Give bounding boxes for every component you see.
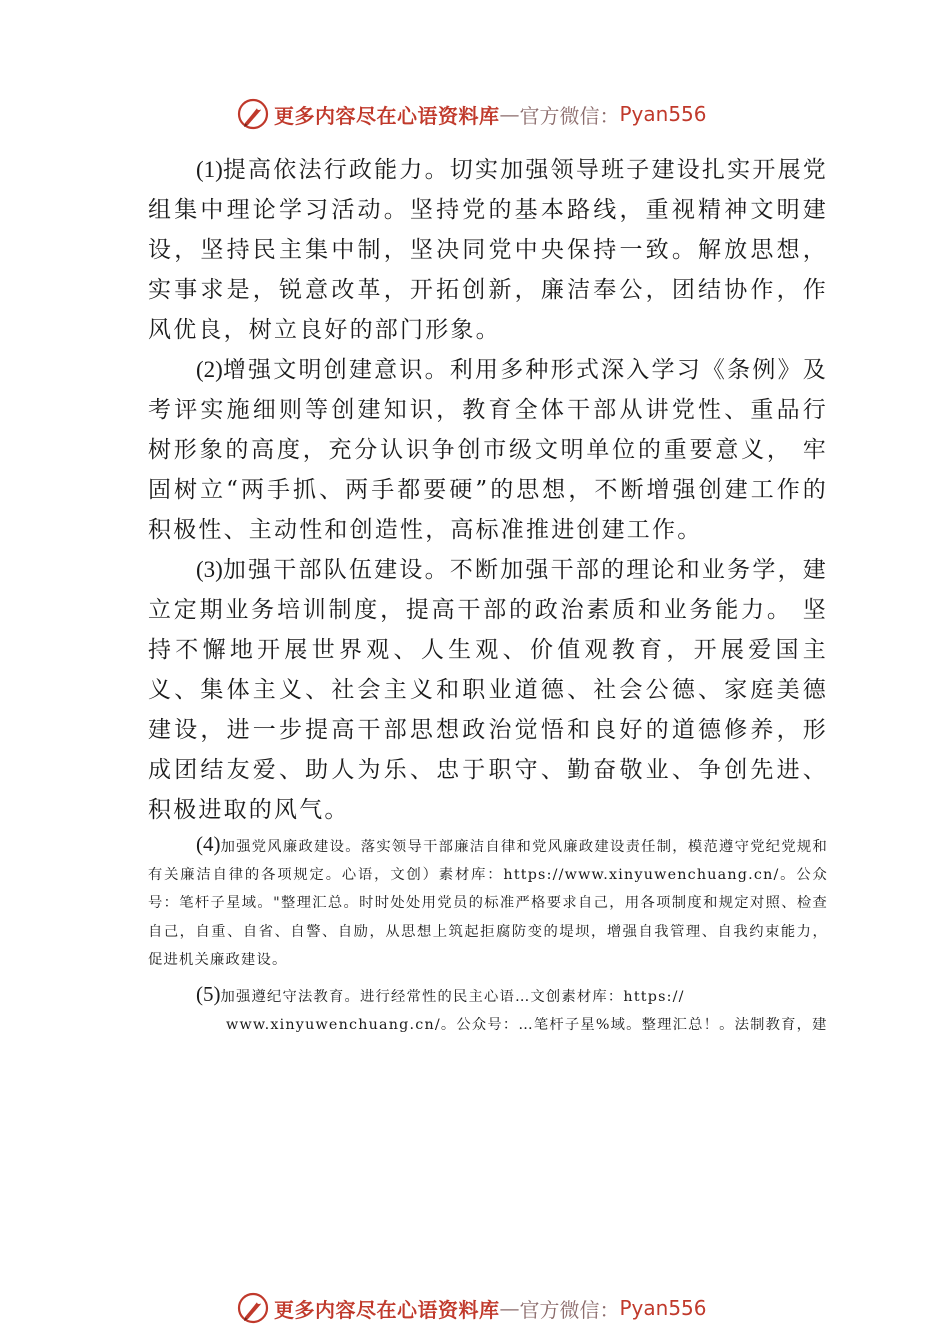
banner-wechat-id: Pyan556	[619, 1296, 707, 1320]
banner-dash: —	[499, 102, 520, 126]
banner-title: 更多内容尽在心语资料库	[274, 1297, 500, 1322]
paragraph-text: 提高依法行政能力。切实加强领导班子建设扎实开展党组集中理论学习活动。坚持党的基本路线，重视精神文明建设，坚持民主集中制，坚决同党中央保持一致。解放思想，实事求是，锐意改革，开拓创新，廉洁奉公，团结协作，作风优良，树立良好的部门形象。	[148, 157, 828, 343]
paragraph-2	[148, 350, 828, 550]
banner-wechat-label: 官方微信：	[519, 103, 620, 128]
footer-banner	[236, 1288, 707, 1328]
paragraph-number: (4)	[196, 832, 221, 856]
paragraph-number: (3)	[196, 557, 223, 582]
pen-logo-icon	[236, 97, 270, 131]
banner-wechat-id: Pyan556	[619, 102, 707, 126]
banner-title: 更多内容尽在心语资料库	[274, 103, 500, 128]
paragraph-5	[196, 980, 828, 1039]
paragraph-5-first-line	[196, 980, 828, 1011]
paragraph-number: (2)	[196, 357, 223, 382]
banner-wechat-label: 官方微信：	[519, 1297, 620, 1322]
paragraph-5-continuation: www.xinyuwenchuang.cn/。公众号：…笔杆子星%域。整理汇总！。法制教育，建	[226, 1017, 828, 1034]
paragraph-text: 加强干部队伍建设。不断加强干部的理论和业务学，建立定期业务培训制度，提高干部的政治素质和业务能力。 坚持不懈地开展世界观、人生观、价值观教育，开展爱国主义、集体主义、社会主义和职业道德、社会公德、家庭美德建设，进一步提高干部思想政治觉悟和良好的道德修养，形成团结友爱、助人为乐、忠于职守、勤奋敬业、争创先进、 积极进取的风气。	[148, 557, 828, 823]
paragraph-1	[148, 150, 828, 350]
paragraph-text: 加强党风廉政建设。落实领导干部廉洁自律和党风廉政建设责任制，模范遵守党纪党规和有关廉洁自律的各项规定。心语，文创）素材库：https://www.xinyuwenchuang.cn/。公众号：笔杆子星域。"整理汇总。时时处处用党员的标准严格要求自己，用各项制度和规定对照、检查自己，自重、自省、自警、自励，从思想上筑起拒腐防变的堤坝，增强自我管理、自我约束能力，促进机关廉政建设。	[148, 839, 828, 968]
paragraph-3	[148, 550, 828, 830]
paragraph-number: (1)	[196, 157, 223, 182]
header-banner	[236, 94, 707, 134]
paragraph-number: (5)	[196, 982, 221, 1006]
paragraph-4	[148, 830, 828, 974]
banner-dash: —	[499, 1296, 520, 1320]
pen-logo-icon	[236, 1291, 270, 1325]
paragraph-text: 加强遵纪守法教育。进行经常性的民主心语…文创素材库：https://	[220, 989, 685, 1005]
paragraph-text: 增强文明创建意识。利用多种形式深入学习《条例》及考评实施细则等创建知识，教育全体干部从讲党性、重品行树形象的高度，充分认识争创市级文明单位的重要意义， 牢固树立“两手抓、两手都要硬”的思想，不断增强创建工作的积极性、主动性和创造性，高标准推进创建工作。	[148, 357, 828, 543]
